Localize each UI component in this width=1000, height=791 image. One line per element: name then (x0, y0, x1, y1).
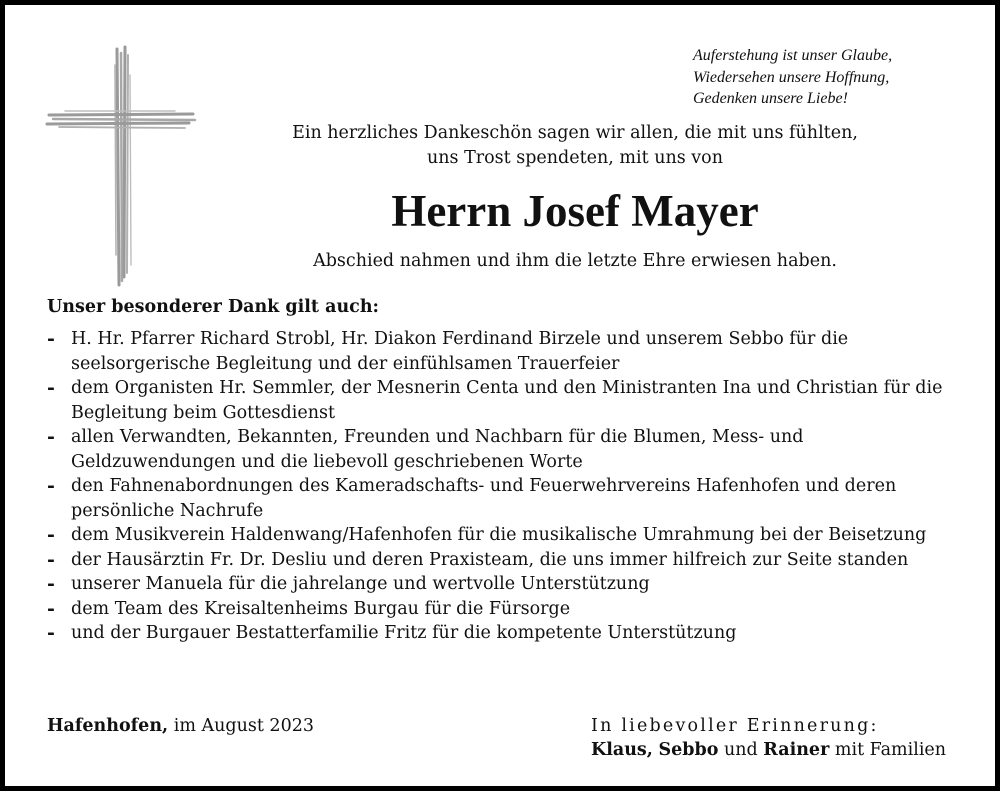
mourner-name: Rainer (763, 740, 830, 760)
place: Hafenhofen, (47, 716, 169, 736)
list-item-text: dem Musikverein Haldenwang/Hafenhofen für die musikalische Umrahmung bei der Beisetzung (71, 525, 927, 545)
verse-line: Gedenken unsere Liebe! (693, 90, 848, 107)
date: im August 2023 (173, 716, 314, 736)
dash-icon: - (47, 377, 55, 399)
cross-icon (45, 45, 197, 289)
intro-line: Ein herzliches Dankeschön sagen wir allen, die mit uns fühlten, (292, 123, 858, 143)
list-item-text: und der Burgauer Bestatterfamilie Fritz für die kompetente Unterstützung (71, 623, 737, 643)
memory-line: In liebevoller Erinnerung: (591, 716, 879, 736)
intro-line: uns Trost spendeten, mit uns von (427, 148, 723, 168)
list-item-text: dem Team des Kreisaltenheims Burgau für die Fürsorge (71, 598, 571, 619)
dash-icon: - (47, 475, 55, 497)
place-date (47, 714, 314, 738)
list-item-text: dem Organisten Hr. Semmler, der Mesnerin Centa und den Ministranten Ina und Christian für die Begleitung beim Gottesdienst (71, 378, 943, 423)
verse (693, 45, 953, 110)
dash-icon: - (47, 597, 55, 620)
dash-icon: - (47, 622, 55, 644)
suffix-text: mit Familien (834, 740, 947, 760)
list-item-text: unserer Manuela für die jahrelange und wertvolle Unterstützung (71, 574, 650, 594)
dash-icon: - (47, 548, 55, 571)
list-item (47, 376, 972, 425)
list-item-text: der Hausärztin Fr. Dr. Desliu und deren Praxisteam, die uns immer hilfreich zur Seite standen (71, 549, 909, 570)
verse-line: Auferstehung ist unser Glaube, (693, 47, 893, 64)
mourner-name: Klaus, (591, 740, 653, 760)
list-item-text: den Fahnenabordnungen des Kameradschafts- und Feuerwehrvereins Hafenhofen und deren persönliche Nachrufe (71, 476, 897, 521)
deceased-name: Herrn Josef Mayer (391, 186, 759, 236)
list-item (47, 621, 972, 646)
thanks-heading: Unser besonderer Dank gilt auch: (47, 297, 380, 317)
dash-icon: - (47, 524, 55, 546)
mourner-names (591, 738, 981, 762)
list-item-text: allen Verwandten, Bekannten, Freunden und Nachbarn für die Blumen, Mess- und Geldzuwendungen und die liebevoll geschriebenen Worte (71, 427, 804, 472)
list-item (47, 425, 972, 474)
list-item (47, 597, 972, 622)
mourner-name: Sebbo (658, 740, 719, 760)
dash-icon: - (47, 573, 55, 595)
intro-text (205, 121, 945, 171)
signature (591, 714, 981, 762)
list-item-text: H. Hr. Pfarrer Richard Strobl, Hr. Diakon Ferdinand Birzele und unserem Sebbo für die seelsorgerische Begleitung und der einfühlsamen Trauerfeier (71, 329, 849, 374)
list-item (47, 523, 972, 548)
connector-text: und (723, 740, 758, 760)
farewell-text: Abschied nahmen und ihm die letzte Ehre erwiesen haben. (313, 251, 837, 271)
list-item (47, 548, 972, 573)
list-item (47, 327, 972, 376)
thanks-list (47, 327, 972, 646)
dash-icon: - (47, 426, 55, 448)
dash-icon: - (47, 328, 55, 350)
verse-line: Wiedersehen unsere Hoffnung, (693, 68, 890, 86)
list-item (47, 474, 972, 523)
list-item (47, 572, 972, 597)
